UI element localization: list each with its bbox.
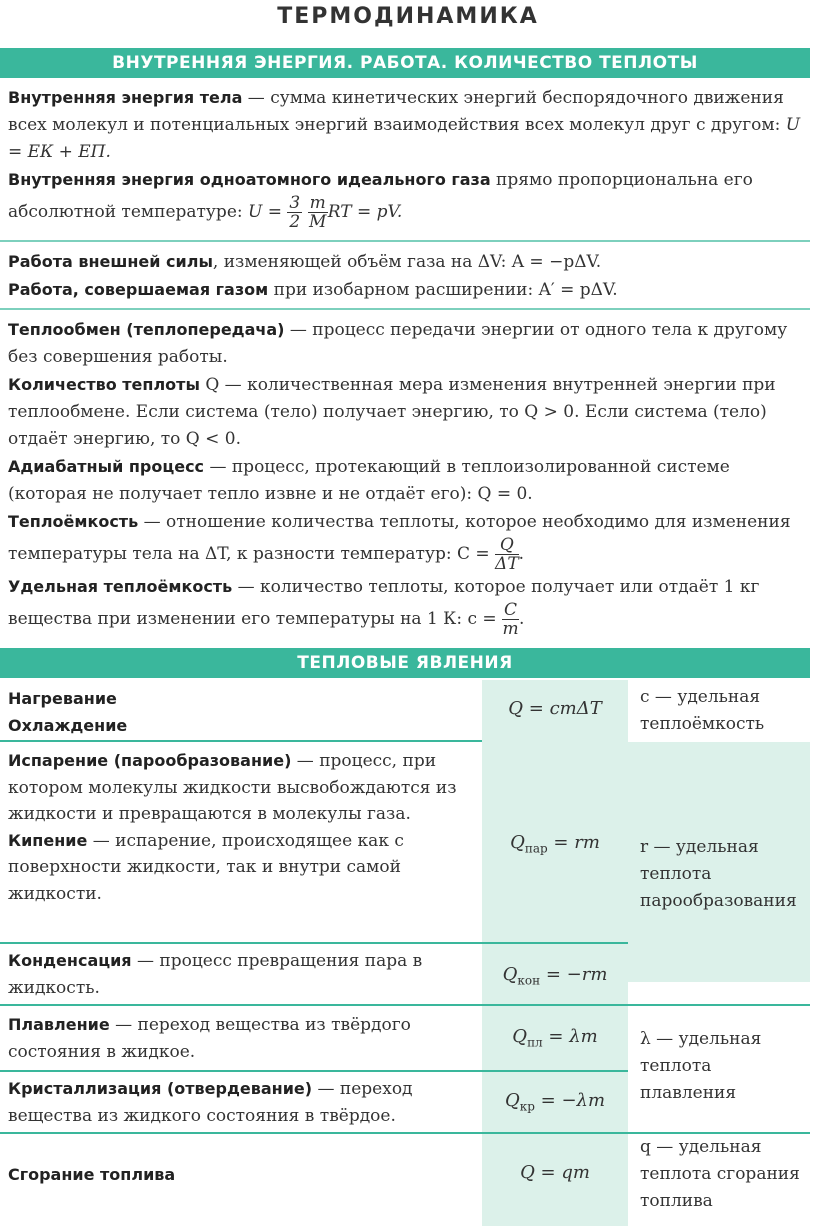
thermal-phenomena-table: [0, 680, 810, 1226]
condensation-row: Конденсация — процесс превращения пара в жидкость.: [8, 951, 423, 998]
evaporation-row: Испарение (парообразование) — процесс, при котором молекулы жидкости высвобождаются из жидкости и превращаются в молекулы газа. Кипение — испарение, происходящее как с поверхности жидкости, так и внутри самой жидкости.: [8, 751, 457, 904]
heat-quantity-definition: Количество теплоты Q — количественная мера изменения внутренней энергии при теплообмене. Если система (тело) получает энергию, то Q > 0. Если система (тело) отдаёт энергию, то Q < 0.: [8, 375, 776, 449]
evaporation-formula: $Q_{пар}$ = rm: [510, 832, 600, 856]
melting-formula: $Q_{пл} = \lambda m$: [512, 1026, 598, 1050]
melting-note: λ — удельная теплота плавления: [640, 1029, 762, 1103]
fuel-note: q — удельная теплота сгорания топлива: [640, 1137, 800, 1211]
crystallization-row: Кристаллизация (отвердевание) — переход вещества из жидкого состояния в твёрдое.: [8, 1079, 413, 1126]
specific-heat-definition: Удельная теплоёмкость — количество теплоты, которое получает или отдаёт 1 кг вещества при изменении его температуры на 1 К: c = $\frac{C}{m}$ .: [8, 577, 760, 639]
heat-exchange-definition: Теплообмен (теплопередача) — процесс передачи энергии от одного тела к другому без совершения работы.: [8, 320, 788, 367]
melting-row: Плавление — переход вещества из твёрдого состояния в жидкое.: [8, 1015, 411, 1062]
fuel-combustion-row: Сгорание топлива: [8, 1165, 176, 1184]
divider: [0, 308, 810, 310]
external-work-definition: Работа внешней силы, изменяющей объём газа на ΔV: A = −pΔV.: [8, 252, 602, 272]
internal-energy-term: Внутренняя энергия тела: [8, 88, 243, 107]
divider: [0, 740, 482, 742]
gas-work-definition: Работа, совершаемая газом при изобарном расширении: A′ = pΔV.: [8, 280, 618, 300]
fuel-formula: Q = qm: [520, 1162, 590, 1183]
fraction-m-M: $\frac{m}{M}$: [308, 193, 327, 232]
crystallization-formula: $Q_{кр} = -\lambda m$: [504, 1090, 606, 1114]
divider: [0, 942, 628, 944]
evaporation-note: r — удельная теплота парообразования: [640, 837, 797, 911]
monatomic-gas-definition: Внутренняя энергия одноатомного идеального газа прямо пропорциональна его абсолютной температуре: U = $\frac{3}{2}$ $\frac{m}{M}$ RT = pV.: [8, 170, 753, 232]
adiabatic-definition: Адиабатный процесс — процесс, протекающий в теплоизолированной системе (которая не получает тепло извне и не отдаёт его): Q = 0.: [8, 457, 730, 504]
condensation-formula: $Q_{кон} = -rm$: [502, 964, 608, 988]
fraction-Q-dT: $\frac{Q}{\Delta T}$: [495, 535, 519, 574]
heating-note: c — удельная теплоёмкость: [640, 687, 765, 734]
internal-energy-formula: U = EК + EП.: [8, 115, 801, 162]
formula-column: [482, 680, 628, 1226]
divider: [0, 1004, 810, 1006]
divider: [0, 1070, 628, 1072]
fraction-3-2: $\frac{3}{2}$: [289, 193, 301, 232]
internal-energy-definition: Внутренняя энергия тела — сумма кинетических энергий беспорядочного движения всех молекул и потенциальных энергий взаимодействия всех молекул друг с другом: U = EК + EП.: [8, 88, 801, 162]
section-header-energy: ВНУТРЕННЯЯ ЭНЕРГИЯ. РАБОТА. КОЛИЧЕСТВО ТЕПЛОТЫ: [0, 48, 810, 78]
divider: [0, 240, 810, 242]
internal-energy-block: [8, 84, 808, 231]
page-title: ТЕРМОДИНАМИКА: [277, 4, 539, 29]
work-block: [8, 248, 808, 304]
heating-cooling-row: Нагревание Охлаждение: [8, 689, 128, 735]
heating-formula: Q = cmΔT: [508, 698, 602, 719]
fraction-C-m: $\frac{C}{m}$: [502, 600, 519, 639]
heat-block: [8, 316, 808, 638]
monatomic-gas-term: Внутренняя энергия одноатомного идеального газа: [8, 170, 491, 189]
section-header-thermal: ТЕПЛОВЫЕ ЯВЛЕНИЯ: [0, 648, 810, 678]
heat-capacity-definition: Теплоёмкость — отношение количества теплоты, которое необходимо для изменения температуры тела на ΔT, к разности температур: C = $\frac{Q}{\Delta T}$ .: [8, 512, 791, 574]
